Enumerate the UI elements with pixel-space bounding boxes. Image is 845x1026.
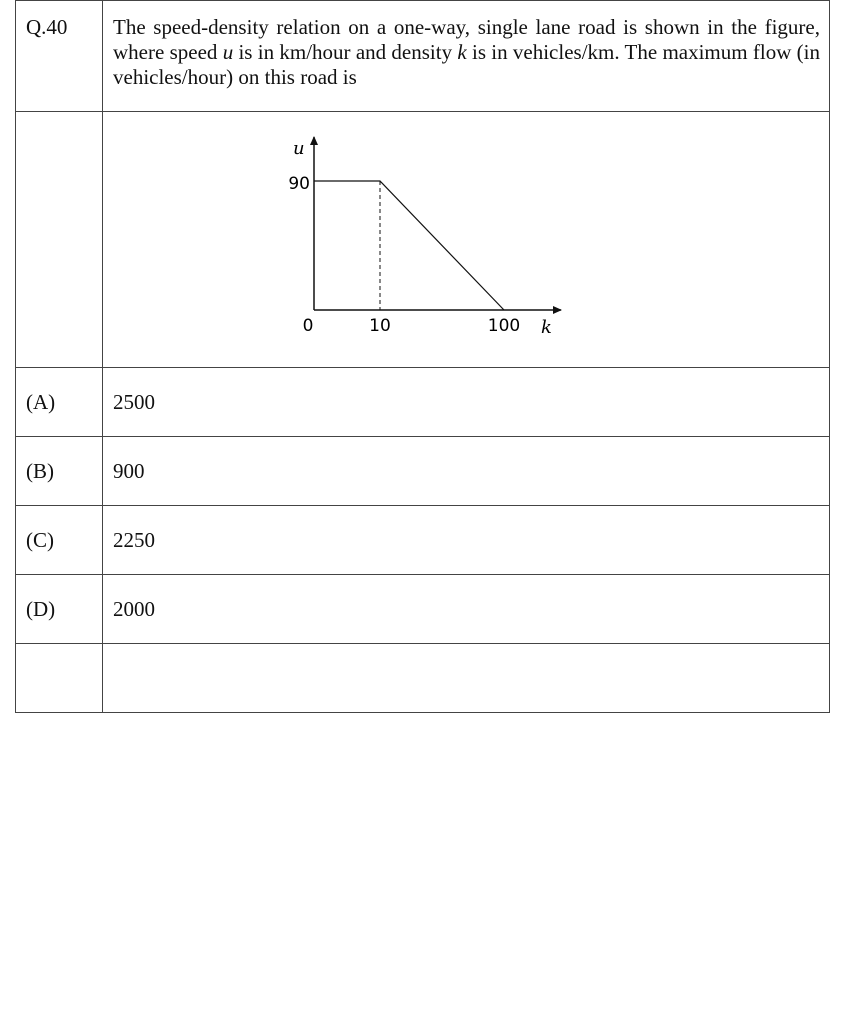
- x-tick-label-0: 0: [302, 316, 314, 336]
- option-a-value: 2500: [103, 368, 830, 437]
- y-axis-label: u: [293, 138, 305, 159]
- x-tick-label-100: 100: [487, 316, 521, 336]
- question-var-u: u: [222, 40, 234, 64]
- question-text-part: The speed-density relation on a one-way, single lane road is shown in the figure, where speed: [113, 15, 820, 64]
- x-axis-label: k: [541, 317, 552, 338]
- option-b-label: (B): [16, 437, 103, 506]
- question-var-k: k: [457, 40, 467, 64]
- option-row[interactable]: [16, 506, 830, 575]
- option-c-label: (C): [16, 506, 103, 575]
- option-row[interactable]: [16, 437, 830, 506]
- y-tick-label: 90: [288, 174, 310, 194]
- empty-cell: [16, 644, 103, 713]
- option-row[interactable]: [16, 368, 830, 437]
- empty-row: [16, 644, 830, 713]
- question-number: Q.40: [16, 1, 103, 112]
- option-row[interactable]: [16, 575, 830, 644]
- question-text-part: is in vehicles/km. The maximum flow (in vehicles/hour) on this road is: [113, 40, 820, 89]
- question-row: [16, 1, 830, 112]
- option-b-value: 900: [103, 437, 830, 506]
- option-d-label: (D): [16, 575, 103, 644]
- option-d-value: 2000: [103, 575, 830, 644]
- figure-cell: [103, 112, 830, 368]
- question-table: [15, 0, 830, 713]
- x-tick-label-10: 10: [369, 316, 391, 336]
- question-text: [103, 1, 830, 112]
- option-a-label: (A): [16, 368, 103, 437]
- empty-cell: [103, 644, 830, 713]
- speed-density-line: [314, 181, 504, 310]
- question-text-part: is in km/hour and density: [233, 40, 458, 64]
- figure-row: [16, 112, 830, 368]
- option-c-value: 2250: [103, 506, 830, 575]
- speed-density-chart: [103, 112, 841, 366]
- figure-row-empty-cell: [16, 112, 103, 368]
